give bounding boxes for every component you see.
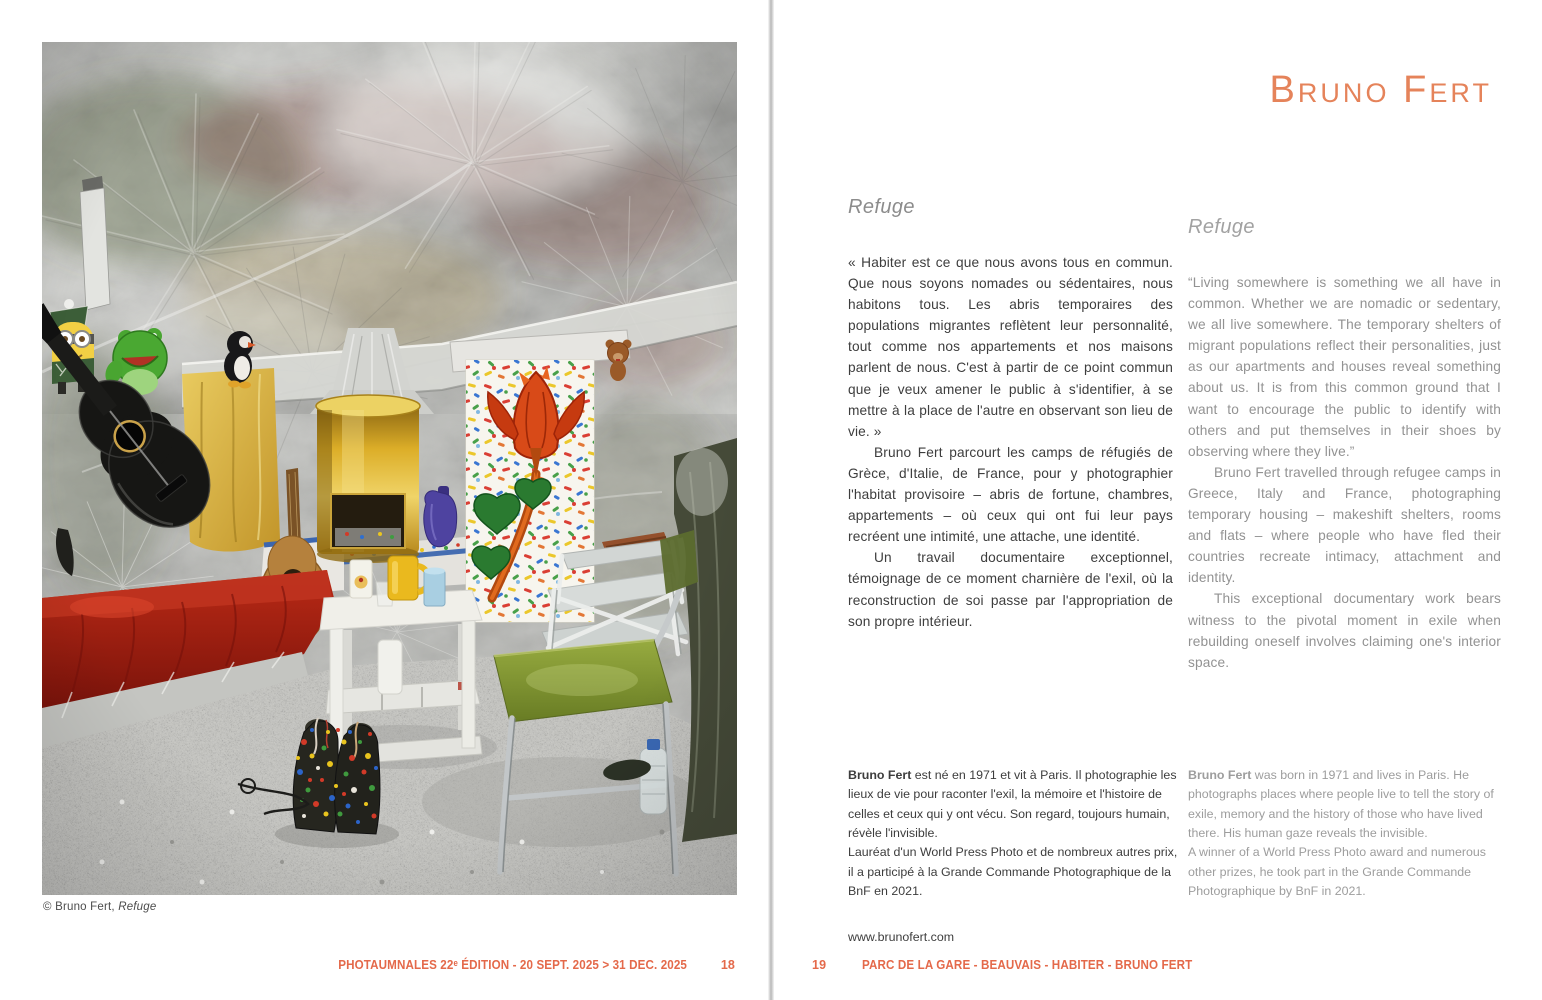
page-left bbox=[0, 0, 768, 1000]
english-paragraph-2: Bruno Fert travelled through refugee camps in Greece, Italy and France, photographing temporary housing – makeshift shelters, rooms and flats – where people who have fled their countries recreate intimacy, attachment and identity. bbox=[1188, 464, 1501, 586]
english-heading: Refuge bbox=[1188, 216, 1255, 238]
english-paragraph-3: This exceptional documentary work bears witness to the pivotal moment in exile when rebuilding oneself involves claiming one's interior space. bbox=[1188, 591, 1501, 670]
french-heading: Refuge bbox=[848, 196, 915, 218]
french-paragraph-1: « Habiter est ce que nous avons tous en commun. Que nous soyons nomades ou sédentaires, nous habitons tous. Les abris temporaires des populations migrantes reflètent leur personnalité, tout comme nos appartements et nos maisons parlent de nous. C'est à partir de ce point commun que je veux amener le public à s'identifier, à se mettre à la place de l'autre en observant son lieu de vie. » bbox=[848, 255, 1173, 439]
edition-label: PHOTAUMNALES 22ᵉ ÉDITION - 20 SEPT. 2025 > 31 DEC. 2025 bbox=[338, 958, 687, 972]
english-paragraph-1: “Living somewhere is something we all have in common. Whether we are nomadic or sedentary, we all live somewhere. The temporary shelters of migrant populations reflect their personalities, just as our apartments and houses reveal something about us. It is from this common ground that I want to encourage the public to identify with others and put themselves in their shoes by observing where they live.” bbox=[1188, 275, 1501, 459]
french-bio-text: Bruno Fert est né en 1971 et vit à Paris. Il photographie les lieux de vie pour raconter l'exil, la mémoire et l'histoire de celles et ceux qui y ont vécu. Son regard, toujours humain, révèle l'invisible. bbox=[848, 768, 1177, 841]
english-bio-awards: A winner of a World Press Photo award and numerous other prizes, he took part in the Grande Commande Photographique by BnF in 2021. bbox=[1188, 845, 1486, 899]
english-bio-text: Bruno Fert was born in 1971 and lives in Paris. He photographs places where people live to tell the story of exile, memory and the history of those who have lived there. His human gaze reveals the invisible. bbox=[1188, 768, 1494, 841]
refuge-photograph bbox=[42, 42, 737, 895]
french-paragraph-3: Un travail documentaire exceptionnel, témoignage de ce moment charnière de l'exil, où la reconstruction de soi passe par l'appropriation de son propre intérieur. bbox=[848, 550, 1173, 629]
website-url: www.brunofert.com bbox=[848, 930, 955, 945]
french-bio-awards: Lauréat d'un World Press Photo et de nombreux autres prix, il a participé à la Grande Commande Photographique de la BnF en 2021. bbox=[848, 845, 1178, 899]
photo-caption bbox=[43, 901, 156, 913]
french-bio-name: Bruno Fert bbox=[848, 768, 912, 782]
caption-credit: © Bruno Fert, bbox=[43, 901, 119, 913]
page-right bbox=[774, 0, 1542, 1000]
artist-name-title: Bruno Fert bbox=[1269, 69, 1492, 112]
english-column bbox=[1188, 216, 1501, 673]
refuge-photo-illustration bbox=[42, 42, 737, 895]
page-gutter-divider bbox=[768, 0, 774, 1000]
photo-vignette bbox=[42, 42, 737, 895]
english-bio bbox=[1188, 766, 1508, 901]
english-bio-name: Bruno Fert bbox=[1188, 768, 1252, 782]
french-column bbox=[848, 196, 1173, 632]
french-bio bbox=[848, 766, 1182, 948]
footer-left bbox=[0, 958, 735, 972]
caption-work-title: Refuge bbox=[118, 901, 157, 913]
page-number-left: 18 bbox=[720, 958, 735, 972]
footer-right bbox=[812, 958, 1217, 972]
page-number-right: 19 bbox=[812, 958, 827, 972]
exhibition-label: PARC DE LA GARE - BEAUVAIS - HABITER - BRUNO FERT bbox=[862, 958, 1193, 972]
french-paragraph-2: Bruno Fert parcourt les camps de réfugiés de Grèce, d'Italie, de France, pour y photographier l'habitat provisoire – abris de fortune, chambres, appartements – où ceux qui ont fui leur pays recréent une intimité, une attache, une identité. bbox=[848, 444, 1173, 545]
